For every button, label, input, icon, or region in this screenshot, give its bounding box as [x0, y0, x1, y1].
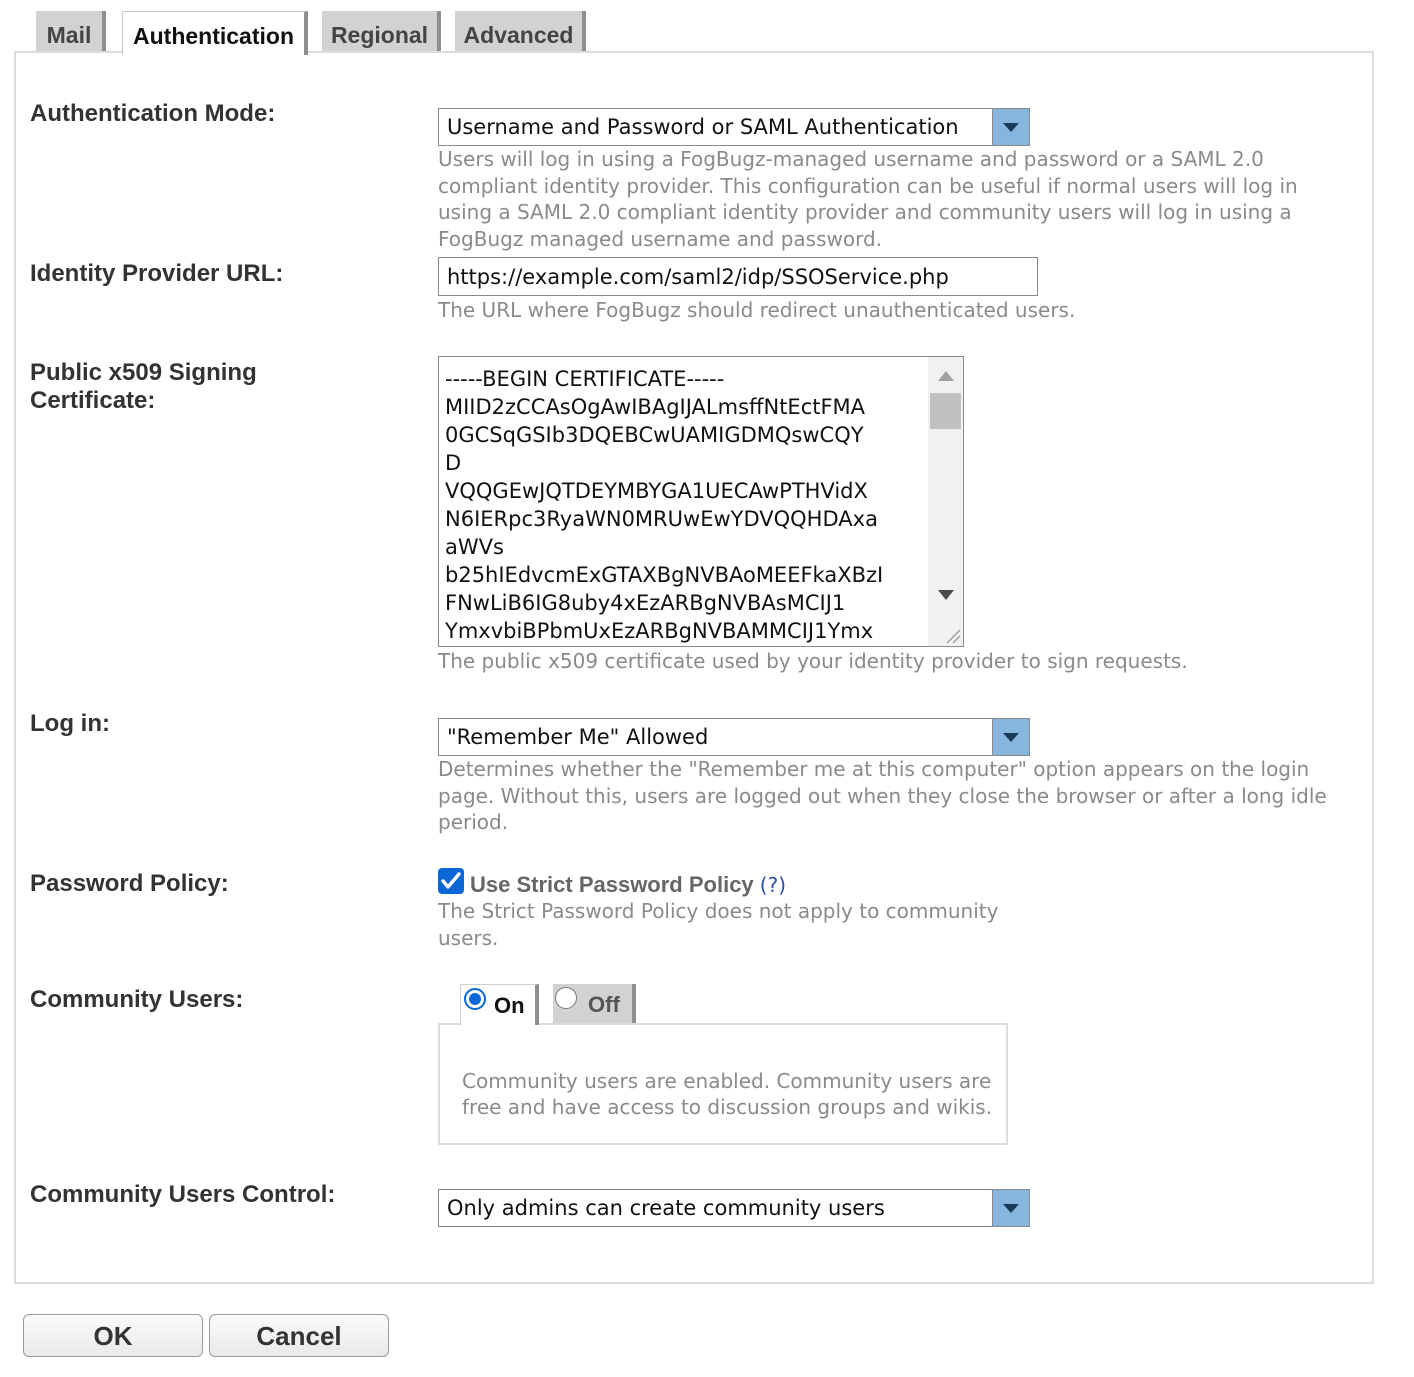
cancel-button[interactable]: Cancel [209, 1314, 389, 1357]
auth-mode-value: Username and Password or SAML Authentication [447, 115, 959, 139]
strict-password-label [470, 872, 786, 898]
checkmark-icon [438, 868, 464, 894]
auth-mode-help [438, 146, 1298, 252]
idp-url-label: Identity Provider URL: [30, 260, 284, 287]
radio-off[interactable] [555, 987, 577, 1009]
certificate-line: VQQGEwJQTDEYMBYGA1UECAwPTHVidX [445, 479, 868, 503]
scrollbar-thumb[interactable] [930, 393, 961, 429]
resize-grip-icon[interactable] [943, 626, 961, 644]
auth-mode-select[interactable] [438, 108, 1030, 146]
scroll-up-icon[interactable] [938, 371, 954, 381]
chevron-down-icon[interactable] [992, 1190, 1029, 1226]
strict-password-checkbox[interactable] [438, 868, 464, 894]
login-value: "Remember Me" Allowed [447, 725, 709, 749]
ok-button[interactable]: OK [23, 1314, 203, 1357]
idp-url-help: The URL where FogBugz should redirect unauthenticated users. [438, 298, 1076, 322]
radio-on[interactable] [464, 988, 486, 1010]
certificate-line: FNwLiB6IG8uby4xEzARBgNVBAsMCIJ1 [445, 591, 846, 615]
certificate-line: N6IERpc3RyaWN0MRUwEwYDVQQHDAxa [445, 507, 878, 531]
certificate-line: 0GCSqGSIb3DQEBCwUAMIGDMQswCQY [445, 423, 864, 447]
certificate-help: The public x509 certificate used by your identity provider to sign requests. [438, 649, 1188, 673]
community-on-label: On [494, 993, 525, 1018]
strict-password-label-text: Use Strict Password Policy [470, 872, 754, 897]
certificate-text [445, 365, 883, 645]
tab-regional-label: Regional [330, 22, 429, 48]
auth-mode-label: Authentication Mode: [30, 100, 276, 127]
login-label: Log in: [30, 710, 110, 737]
idp-url-input[interactable]: https://example.com/saml2/idp/SSOService.php [438, 257, 1038, 296]
help-line: The Strict Password Policy does not apply to community [438, 899, 999, 923]
certificate-label [30, 359, 257, 415]
certificate-line: -----BEGIN CERTIFICATE----- [445, 367, 725, 391]
tab-authentication-label: Authentication [133, 23, 294, 49]
tab-authentication[interactable] [122, 11, 308, 55]
help-line: Determines whether the "Remember me at this computer" option appears on the login [438, 757, 1310, 781]
help-line: users. [438, 925, 499, 950]
tab-regional[interactable] [322, 11, 441, 52]
community-users-label: Community Users: [30, 986, 244, 1013]
password-policy-label: Password Policy: [30, 870, 229, 897]
help-line: page. Without this, users are logged out when they close the browser or after a long idle [438, 783, 1327, 808]
chevron-down-icon[interactable] [992, 109, 1029, 145]
community-control-label: Community Users Control: [30, 1181, 336, 1208]
community-off-label: Off [588, 992, 620, 1017]
certificate-label-line: Certificate: [30, 387, 156, 414]
help-line: using a SAML 2.0 compliant identity provider and community users will log in using a [438, 200, 1292, 224]
login-help [438, 756, 1327, 836]
tab-advanced[interactable] [455, 11, 586, 52]
chevron-down-icon[interactable] [992, 719, 1029, 755]
description-line: free and have access to discussion groups and wikis. [462, 1095, 993, 1119]
community-users-on-tab[interactable] [460, 984, 539, 1025]
community-users-description [462, 1068, 992, 1120]
community-users-description-box [438, 1023, 1008, 1145]
certificate-line: D [445, 451, 462, 475]
tab-advanced-label: Advanced [463, 22, 574, 48]
certificate-label-line: Public x509 Signing [30, 359, 257, 386]
community-control-value: Only admins can create community users [447, 1196, 885, 1220]
certificate-line: b25hIEdvcmExGTAXBgNVBAoMEEFkaXBzI [445, 563, 884, 587]
help-line: period. [438, 810, 509, 834]
certificate-line: aWVs [445, 535, 504, 559]
tab-mail-label: Mail [46, 22, 92, 48]
scroll-down-icon[interactable] [938, 590, 954, 600]
help-line: Users will log in using a FogBugz-managed username and password or a SAML 2.0 [438, 147, 1264, 171]
certificate-scrollbar[interactable] [928, 357, 963, 646]
description-line: Community users are enabled. Community users are [462, 1069, 992, 1093]
help-line: FogBugz managed username and password. [438, 226, 883, 251]
certificate-line: MIID2zCCAsOgAwIBAgIJALmsffNtEctFMA [445, 395, 866, 419]
help-line: compliant identity provider. This configuration can be useful if normal users will log in [438, 173, 1298, 198]
login-select[interactable] [438, 718, 1030, 756]
password-policy-help [438, 898, 998, 951]
community-control-select[interactable] [438, 1189, 1030, 1227]
tab-mail[interactable] [36, 11, 106, 52]
certificate-textarea[interactable] [438, 356, 964, 647]
password-policy-help-link[interactable]: (?) [759, 873, 787, 897]
certificate-line: YmxvbiBPbmUxEzARBgNVBAMMCIJ1Ymx [445, 619, 874, 643]
community-users-off-tab[interactable] [553, 984, 636, 1024]
